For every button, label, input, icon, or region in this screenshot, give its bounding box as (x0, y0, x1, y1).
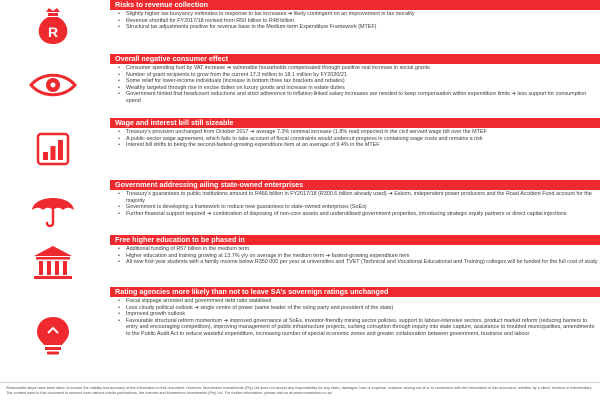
list-item: • Interest bill shifts to being the second-fastest-growing expenditure item at an average of 9.4% in the MTEF (118, 142, 600, 149)
list-item: • Further financial support required ➔ combination of disposing of non-core assets and underutilised government properties, introducing strategic equity partners or direct capital injections (118, 211, 600, 218)
section-title: Free higher education to be phased in (110, 235, 600, 245)
wage-chart-icon (28, 128, 78, 168)
list-item: • Less cloudy political outlook ➔ single centre of power (same leader of the ruling party and president of the state) (118, 305, 600, 312)
section-title: Wage and interest bill still sizeable (110, 118, 600, 128)
svg-text:R: R (47, 24, 59, 40)
list-item: • Favourable structural reform momentum ➔ improved governance at SoEs, investor-friendly mining sector policies, support to labour-intensive sectors, product market reform (reducing barriers to entry and encouraging competition), improving management of public infrastructure projects, curbing corruption through inquiry into state capture, assistance to troubled municipalities, amendments to the Public Audit Act to reduce wasteful expenditure, increasing number of special economic zones and greater collaboration between government, business and labour (118, 318, 600, 338)
list-item: • Improved growth outlook (118, 311, 600, 318)
list-item: • All new first-year students with a family income below R350 000 per year at universities and TVET (Technical and Vocational Educational and Training) colleges will be funded for the full cost of study (118, 259, 600, 266)
list-item: • Additional funding of R57 billion in the medium term (118, 246, 600, 253)
bullet-list (110, 245, 600, 266)
list-item: • Wealthy targeted through rise in excise duties on luxury goods and increase in estate duties (118, 85, 600, 92)
disclaimer-text: Reasonable steps have been taken to ensure the validity and accuracy of the information in this document. However, Momentum Investments (Pty) Ltd does not accept any responsibility for any claim, damages, loss or expense, however arising out of or in connection with the information in this document, whether by a client, investor or intermediary. The content used in this document is sourced from various media publications, the Internet and Momentum Investments (Pty) Ltd. For further information, please visit us at www.momentum.co.za (6, 386, 593, 395)
disclaimer-footer (0, 382, 600, 400)
list-item: • Number of grant recipients to grow from the current 17.3 million to 18.1 million by FY2020/21 (118, 72, 600, 79)
list-item: • Government hinted that headcount reductions and strict adherence to inflation-linked salary increases are needed to keep compensation within expenditure limits ➔ less support for consumption spend (118, 91, 600, 104)
list-item: • Higher education and training growing at 13.7% y/y on average in the medium term ➔ fastest-growing expenditure item (118, 253, 600, 260)
list-item: • Government is developing a framework to reduce new guarantees to state-owned enterprises (SoEs) (118, 204, 600, 211)
list-item: • Structural tax adjustments positive for revenue base in the Medium-term Expenditure Framework (MTEF) (118, 24, 600, 31)
list-item: • Revenue shortfall for FY2017/18 revised from R50 billion to R48 billion (118, 18, 600, 25)
list-item: • Treasury’s guarantees to public institutions amount to R466 billion in FY2017/18 (R300.6 billion already used) ➔ Eskom, independent power producers and the Road Accident Fund account for the majority (118, 191, 600, 204)
section-higher-education (0, 235, 600, 287)
section-revenue-risks (0, 0, 600, 54)
eye-icon (28, 70, 78, 100)
section-title: Risks to revenue collection (110, 0, 600, 10)
rand-money-bag-icon (28, 6, 78, 46)
section-wage-interest (0, 118, 600, 180)
section-title: Overall negative consumer effect (110, 54, 600, 64)
section-sovereign-ratings (0, 287, 600, 382)
list-item: • Some relief for lower-income individuals (increase in bottom three tax brackets and rebates) (118, 78, 600, 85)
bullet-list (110, 297, 600, 338)
bullet-list (110, 64, 600, 105)
section-title: Rating agencies more likely than not to leave SA’s sovereign ratings unchanged (110, 287, 600, 297)
bullet-list (110, 128, 600, 149)
lightbulb-icon (28, 313, 78, 357)
list-item: • Treasury’s provision unchanged from October 2017 ➔ average 7.3% nominal increase (1.8% real) expected in the civil servant wage bill over the MTEF (118, 129, 600, 136)
institution-building-icon (28, 243, 78, 283)
bullet-list (110, 10, 600, 31)
bullet-list (110, 190, 600, 217)
section-title: Government addressing ailing state-owned enterprises (110, 180, 600, 190)
umbrella-icon (28, 190, 78, 230)
section-soe (0, 180, 600, 235)
list-item: • Fiscal slippage arrested and government debt ratio stabilised (118, 298, 600, 305)
list-item: • Consumer spending hurt by VAT increase ➔ vulnerable households compensated through positive real increase in social grants (118, 65, 600, 72)
section-consumer-effect (0, 54, 600, 118)
list-item: • Slightly higher tax buoyancy estimates in response to tax increases ➔ likely contingent on an improvement in tax morality (118, 11, 600, 18)
list-item: • A public-sector wage agreement, which fails to take account of fiscal constraints would undercut progress in containing wage costs and remains a risk (118, 136, 600, 143)
